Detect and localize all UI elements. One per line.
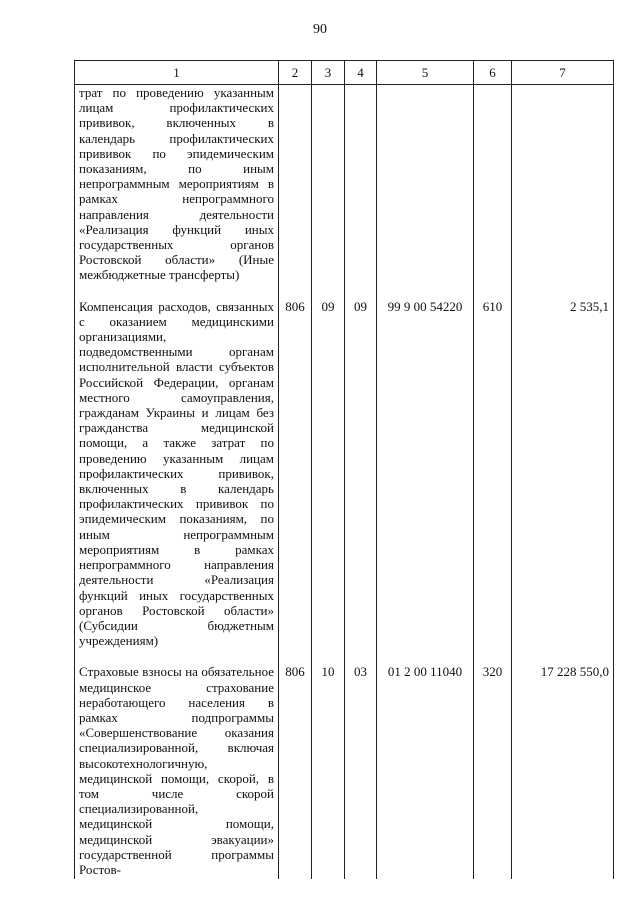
cell-target-article xyxy=(377,85,474,285)
cell-subsection xyxy=(345,85,377,285)
column-header-5: 5 xyxy=(377,61,474,85)
table-row xyxy=(75,297,614,651)
table-row xyxy=(75,662,614,879)
cell-ministry-code: 806 xyxy=(279,662,312,879)
cell-target-article: 99 9 00 54220 xyxy=(377,297,474,651)
row-description: Компенсация расходов, связанных с оказанием медицинскими организациями, подведомственными органам исполнительной власти субъектов Российской Федерации, органам местного самоуправления, гражданам Украины и лицам без гражданства медицинской помощи, а также затрат по проведению указанным лицам профилактических прививок, включенных в календарь профилактических прививок по эпидемическим показаниям, по иным непрограммным мероприятиям в рамках непрограммного направления деятельности «Реализация функций иных государственных органов Ростовской области» (Субсидии бюджетным учреждениям) xyxy=(75,297,279,651)
cell-target-article: 01 2 00 11040 xyxy=(377,662,474,879)
cell-expense-type: 320 xyxy=(474,662,512,879)
column-header-2: 2 xyxy=(279,61,312,85)
row-spacer xyxy=(75,650,614,662)
cell-subsection: 09 xyxy=(345,297,377,651)
column-header-3: 3 xyxy=(312,61,345,85)
column-header-6: 6 xyxy=(474,61,512,85)
cell-subsection: 03 xyxy=(345,662,377,879)
cell-section: 10 xyxy=(312,662,345,879)
cell-section xyxy=(312,85,345,285)
column-header-1: 1 xyxy=(75,61,279,85)
cell-amount: 17 228 550,0 xyxy=(512,662,614,879)
cell-ministry-code: 806 xyxy=(279,297,312,651)
cell-expense-type xyxy=(474,85,512,285)
cell-section: 09 xyxy=(312,297,345,651)
cell-amount xyxy=(512,85,614,285)
column-header-7: 7 xyxy=(512,61,614,85)
table-row xyxy=(75,85,614,285)
cell-expense-type: 610 xyxy=(474,297,512,651)
page-number: 90 xyxy=(313,22,327,37)
cell-ministry-code xyxy=(279,85,312,285)
budget-table xyxy=(74,60,614,879)
column-header-4: 4 xyxy=(345,61,377,85)
row-spacer xyxy=(75,285,614,297)
table-header-row xyxy=(75,61,614,85)
cell-amount: 2 535,1 xyxy=(512,297,614,651)
row-description: Страховые взносы на обязательное медицинское страхование неработающего населения в рамках подпрограммы «Совершенствование оказания специализированной, включая высокотехнологичную, медицинской помощи, скорой, в том числе скорой специализированной, медицинской помощи, медицинской эвакуации» государственной программы Ростов- xyxy=(75,662,279,879)
row-description: трат по проведению указанным лицам профилактических прививок, включенных в календарь профилактических прививок по эпидемическим показаниям, по иным непрограммным мероприятиям в рамках непрограммного направления деятельности «Реализация функций иных государственных органов Ростовской области» (Иные межбюджетные трансферты) xyxy=(75,85,279,285)
